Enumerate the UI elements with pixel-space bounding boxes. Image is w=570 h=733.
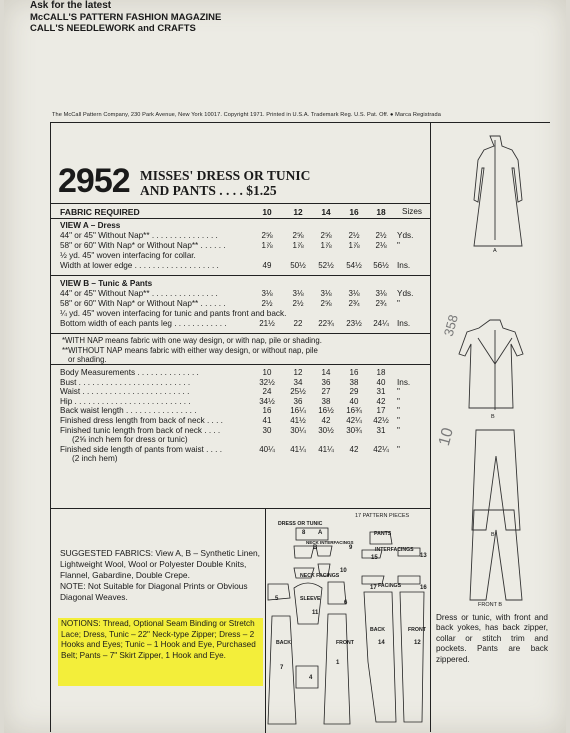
view-b-row-label: 58" or 60" With Nap* or Without Nap** . . . . . .: [60, 299, 226, 308]
measurement-value: 38: [349, 377, 359, 387]
view-a-row-value: 50½: [290, 261, 306, 270]
view-b-row-value: 2¾: [348, 299, 360, 308]
view-a-row-value: 2½: [348, 231, 360, 240]
measurement-value: 34½: [259, 396, 275, 406]
piece-number: 6: [344, 600, 348, 606]
view-b-row-value: 22¾: [318, 319, 334, 328]
measurement-value: 41¼: [318, 444, 334, 454]
measurement-value: 16¾: [346, 406, 362, 416]
measurement-value: 36: [293, 396, 303, 406]
piece-number: 5: [275, 596, 279, 602]
description: Dress or tunic, with front and back yokes, has back zipper, collar or stitch trim and pockets. Pants are back zippered.: [436, 613, 548, 664]
measurement-value: 16: [349, 368, 359, 377]
view-b-row-label: Bottom width of each pants leg . . . . . . . . . . . .: [60, 319, 227, 328]
measurement-label: Back waist length . . . . . . . . . . . . . . . .: [60, 406, 197, 416]
view-a-row-label: ½ yd. 45" woven interfacing for collar.: [60, 251, 196, 260]
view-b-row-value: 21½: [259, 319, 275, 328]
divider: [430, 122, 431, 732]
dress-view-a-drawing: [474, 136, 522, 246]
view-b-row-value: 2½: [261, 299, 273, 308]
label-sleeve: SLEEVE: [300, 596, 321, 602]
sizes-label: Sizes: [402, 207, 423, 216]
measurement-unit: ": [397, 396, 400, 406]
measurement-value: 24: [262, 387, 272, 397]
size-header-cell: 14: [321, 207, 331, 217]
view-b-row-value: 3⅛: [261, 289, 273, 298]
measurement-value: 16¼: [290, 406, 306, 416]
view-a-row-unit: Yds.: [397, 231, 414, 240]
divider: [50, 508, 430, 509]
view-a-row-label: 44" or 45" Without Nap** . . . . . . . . . . . . . . .: [60, 231, 218, 240]
measurement-value: 42: [349, 444, 359, 454]
pieces-title: 17 PATTERN PIECES: [355, 513, 410, 519]
piece-number: 11: [312, 610, 319, 616]
illus-label-b: B: [491, 414, 495, 420]
measurement-unit: ": [397, 387, 400, 397]
view-a-row-label: 58" or 60" With Nap* or Without Nap** . . . . . .: [60, 241, 226, 250]
piece-number: 16: [420, 585, 427, 591]
piece-number: 10: [340, 568, 347, 574]
piece-number: 15: [371, 555, 378, 561]
view-b-row-value: 3⅛: [375, 289, 387, 298]
measurement-value: 30: [262, 425, 272, 435]
measurement-value: 16: [262, 406, 272, 416]
measurement-value: 41½: [290, 416, 306, 425]
piece-number: B: [313, 545, 318, 551]
view-b-row-value: 22: [293, 319, 303, 328]
view-b-row-value: 2½: [292, 299, 304, 308]
nap-note: or shading.: [68, 355, 107, 364]
view-b-row-label: 44" or 45" Without Nap** . . . . . . . . . . . . . . .: [60, 289, 218, 298]
measurement-value: 42¼: [346, 416, 362, 425]
measurement-label: Finished side length of pants from waist . . . .: [60, 444, 223, 454]
label-interfacings: INTERFACINGS: [375, 547, 414, 553]
size-header-cell: 10: [262, 207, 272, 217]
measurement-label: Bust . . . . . . . . . . . . . . . . . . . . . . . . .: [60, 377, 191, 387]
view-a-row-value: 2⅛: [375, 241, 387, 250]
title-line-2: AND PANTS . . . . $1.25: [140, 183, 277, 198]
pattern-title: [140, 168, 310, 198]
measurement-value: 40: [349, 396, 359, 406]
label-neck-facings: NECK FACINGS: [300, 573, 340, 579]
pencil-mark-10: 10: [435, 426, 457, 448]
piece-number: A: [318, 530, 323, 536]
view-a-row-value: 1⅞: [348, 241, 360, 250]
company-line: The McCall Pattern Company, 230 Park Avenue, New York 10017. Copyright 1971. Printed in U.S.A. Trademark Reg. U.S. Pat. Off. ● Marca Registrada: [52, 112, 441, 118]
measurement-value: 30¼: [290, 425, 306, 435]
measurement-value: 16½: [318, 406, 334, 416]
measurement-value: 42: [376, 396, 386, 406]
view-b-row-value: 3⅛: [292, 289, 304, 298]
label-dress-or-tunic: DRESS OR TUNIC: [278, 521, 323, 527]
view-a-row-unit: ": [397, 241, 400, 250]
measurement-value: 31: [376, 425, 386, 435]
view-a-row-value: 1⅞: [261, 241, 273, 250]
view-b-row-value: 23½: [346, 319, 362, 328]
suggested-text: SUGGESTED FABRICS: View A, B – Synthetic Linen, Lightweight Wool, Wool or Polyester Double Knits, Flannel, Gabardine, Double Crepe.: [60, 548, 260, 580]
nap-note: **WITHOUT NAP means fabric with either way design, or without nap, pile: [62, 345, 318, 355]
measurement-label: Body Measurements . . . . . . . . . . . . . .: [60, 368, 199, 377]
tunic-view-b-drawing: [459, 320, 523, 408]
neck-interfacing-piece: [294, 546, 314, 558]
measurement-value: 18: [376, 368, 386, 377]
view-b-row-value: 24¼: [373, 319, 389, 328]
neck-interfacing-piece-2: [316, 546, 332, 556]
illus-label-a: A: [493, 248, 497, 254]
measurement-value: 41¼: [290, 444, 306, 454]
illus-label-front-b: FRONT B: [478, 602, 503, 608]
label-back: BACK: [276, 640, 291, 646]
measurement-value: 40¼: [259, 444, 275, 454]
measurement-value: 10: [262, 368, 272, 377]
measurement-value: 12: [293, 368, 303, 377]
pants-front-drawing: [470, 510, 522, 600]
size-header-cell: 12: [293, 207, 303, 217]
measurement-label: (2 inch hem): [72, 454, 118, 464]
view-a-row-value: 1⅞: [320, 241, 332, 250]
piece-number: 14: [378, 640, 385, 646]
measurement-value: 30½: [318, 425, 334, 435]
pocket-piece: [296, 666, 318, 688]
measurement-value: 29: [349, 387, 359, 397]
suggested-fabrics: [60, 548, 260, 603]
label-pants-back: BACK: [370, 627, 385, 633]
fashion-illustrations: [436, 130, 556, 610]
view-a-row-value: 2½: [375, 231, 387, 240]
divider: [50, 122, 51, 732]
view-a-title: VIEW A – Dress: [60, 221, 121, 230]
measurement-value: 40: [376, 377, 386, 387]
piece-number: 9: [349, 545, 353, 551]
piece-number: 1: [336, 660, 340, 666]
view-a-row-value: 56½: [373, 261, 389, 270]
view-b-title: VIEW B – Tunic & Pants: [60, 279, 153, 288]
pants-back-drawing: [472, 430, 520, 530]
front-piece: [324, 614, 350, 724]
view-b-row-value: 3⅛: [348, 289, 360, 298]
suggested-note: NOTE: Not Suitable for Diagonal Prints or Obvious Diagonal Weaves.: [60, 581, 248, 602]
pencil-mark-358: 358: [440, 313, 461, 338]
label-front: FRONT: [336, 640, 354, 646]
view-b-row-label: ¼ yd. 45" woven interfacing for tunic and pants front and back.: [60, 309, 287, 318]
divider: [50, 275, 430, 276]
measurement-value: 25½: [290, 387, 306, 397]
illus-label-b2: B: [491, 532, 495, 538]
measurement-value: 30¾: [346, 425, 362, 435]
back-yoke-piece: [268, 584, 290, 600]
size-header-cell: 18: [376, 207, 386, 217]
view-a-row-value: 52½: [318, 261, 334, 270]
header-line-3: CALL'S NEEDLEWORK and CRAFTS: [30, 23, 196, 34]
measurement-value: 34: [293, 377, 303, 387]
measurement-value: 38: [321, 396, 331, 406]
measurement-value: 32½: [259, 377, 275, 387]
notions-box: NOTIONS: Thread, Optional Seam Binding or Stretch Lace; Dress, Tunic – 22" Neck-type Zipper; Dress – 2 Hooks and Eyes; Tunic – 1 Hook and Eye, Purchased Belt; Pants – 7" Skirt Zipper, 1 Hook and Eye.: [58, 618, 263, 686]
view-a-row-label: Width at lower edge . . . . . . . . . . . . . . . . . . .: [60, 261, 219, 270]
measurement-unit: Ins.: [397, 377, 411, 387]
divider: [50, 333, 430, 334]
measurement-value: 14: [321, 368, 331, 377]
divider: [50, 364, 430, 365]
view-b-row-value: 3⅛: [320, 289, 332, 298]
measurement-value: 17: [376, 406, 386, 416]
label-facings: FACINGS: [378, 583, 402, 589]
divider: [50, 203, 430, 204]
measurement-label: Finished tunic length from back of neck . . . .: [60, 425, 221, 435]
divider: [50, 218, 430, 219]
label-pants: PANTS: [374, 531, 392, 537]
view-a-row-value: 54½: [346, 261, 362, 270]
view-a-row-value: 2⅝: [292, 231, 304, 240]
header-line-1: Ask for the latest: [30, 0, 112, 11]
measurement-value: 41: [262, 416, 272, 425]
pants-back-piece: [364, 592, 396, 722]
nap-note: *WITH NAP means fabric with one way design, or with nap, pile or shading.: [62, 336, 322, 345]
measurement-label: Hip . . . . . . . . . . . . . . . . . . . . . . . . . .: [60, 396, 191, 406]
measurement-unit: ": [397, 406, 400, 416]
measurement-label: Waist . . . . . . . . . . . . . . . . . . . . . . . .: [60, 387, 190, 397]
piece-number: 12: [414, 640, 421, 646]
measurement-value: 27: [321, 387, 331, 397]
divider: [50, 122, 550, 123]
label-pants-front: FRONT: [408, 627, 426, 633]
collar-piece: [296, 528, 328, 540]
piece-number: 17: [370, 585, 377, 591]
measurement-unit: ": [397, 425, 400, 435]
view-b-row-value: 2⅝: [320, 299, 332, 308]
view-b-row-value: 2¾: [375, 299, 387, 308]
view-a-row-value: 2⅝: [320, 231, 332, 240]
fabric-heading: FABRIC REQUIRED: [60, 207, 140, 217]
pants-front-piece: [400, 592, 424, 722]
measurement-value: 42: [321, 416, 331, 425]
view-b-row-unit: Yds.: [397, 289, 414, 298]
view-a-row-value: 49: [262, 261, 272, 270]
view-a-row-value: 2⅝: [261, 231, 273, 240]
measurement-unit: ": [397, 444, 400, 454]
view-b-row-unit: ": [397, 299, 400, 308]
measurement-value: 36: [321, 377, 331, 387]
size-header-cell: 16: [349, 207, 359, 217]
measurement-label: (2⅝ inch hem for dress or tunic): [72, 435, 188, 445]
facing-piece-2: [398, 576, 420, 584]
piece-number: 4: [309, 675, 313, 681]
measurement-value: 31: [376, 387, 386, 397]
view-a-row-unit: Ins.: [397, 261, 411, 270]
sleeve-piece: [294, 583, 322, 624]
title-line-1: MISSES' DRESS OR TUNIC: [140, 168, 311, 183]
piece-number: 8: [302, 530, 306, 536]
top-header: [30, 0, 221, 35]
measurement-label: Finished dress length from back of neck . . . .: [60, 416, 223, 425]
header-line-2: McCALL'S PATTERN FASHION MAGAZINE: [30, 11, 222, 23]
measurement-unit: ": [397, 416, 400, 425]
view-b-row-unit: Ins.: [397, 319, 411, 328]
view-a-row-value: 1⅞: [292, 241, 304, 250]
piece-number: 7: [280, 665, 284, 671]
pattern-number: 2952: [58, 162, 130, 200]
measurement-value: 42¼: [373, 444, 389, 454]
label-neck-interfacings: NECK INTERFACINGS: [306, 540, 354, 545]
measurement-value: 42½: [373, 416, 389, 425]
piece-number: 13: [420, 553, 427, 559]
